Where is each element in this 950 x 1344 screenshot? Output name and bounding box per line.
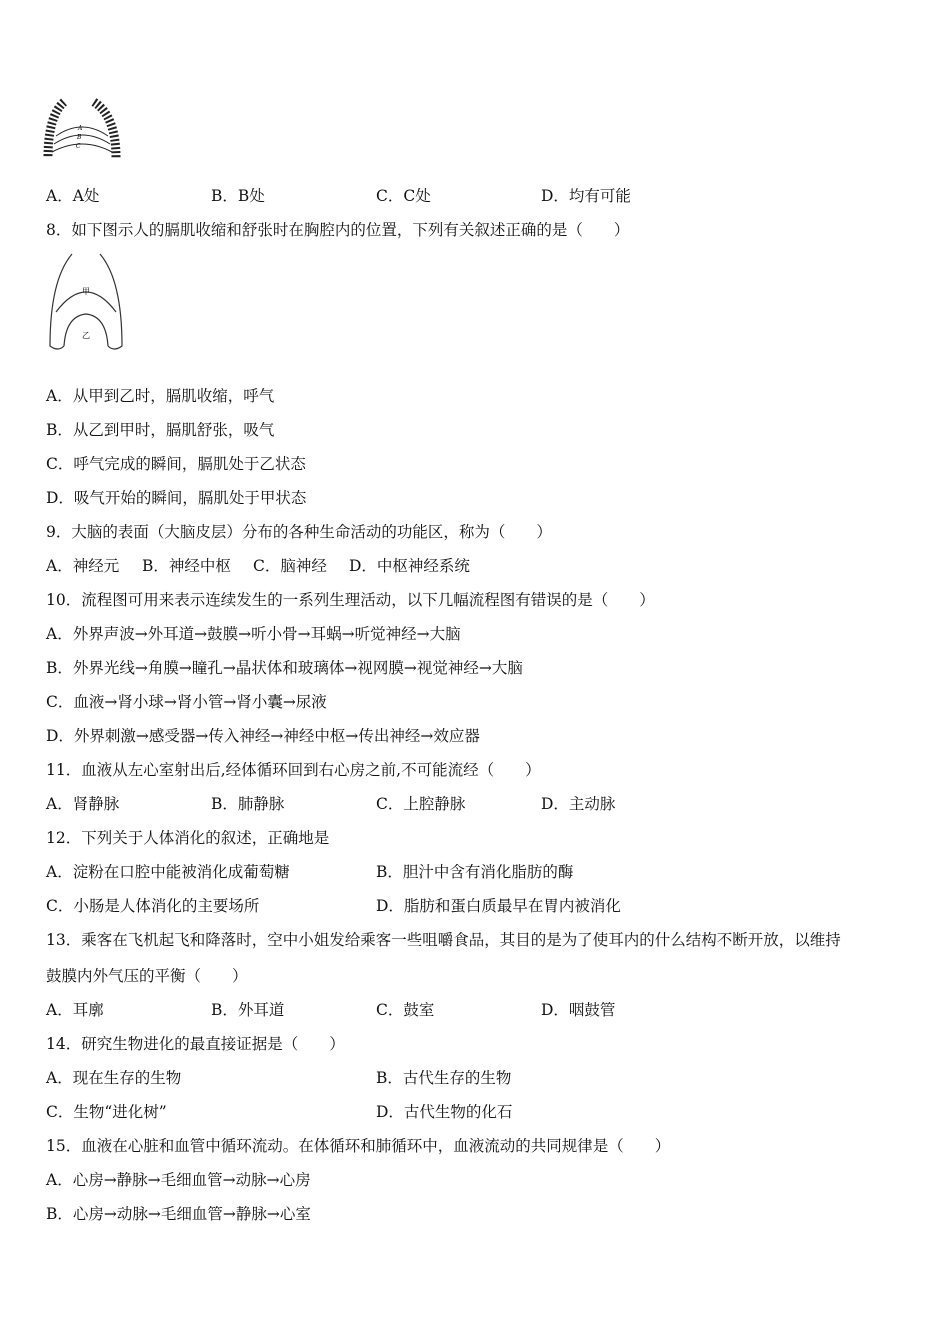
q8-option-a[interactable]: A．从甲到乙时，膈肌收缩，呼气 <box>46 387 275 405</box>
q13-stem-line2: 鼓膜内外气压的平衡（ ） <box>46 967 248 985</box>
q8-option-b[interactable]: B．从乙到甲时，膈肌舒张，吸气 <box>46 421 275 439</box>
q7-option-d[interactable]: D．均有可能 <box>541 187 631 205</box>
q9-option-d[interactable]: D．中枢神经系统 <box>349 557 470 575</box>
label-jia: 甲 <box>82 287 90 296</box>
q7-option-b[interactable]: B．B处 <box>211 187 265 205</box>
q14-stem: 14．研究生物进化的最直接证据是（ ） <box>46 1035 345 1053</box>
q11-option-a[interactable]: A．肾静脉 <box>46 795 120 813</box>
q13-option-d[interactable]: D．咽鼓管 <box>541 1001 616 1019</box>
label-c: C <box>76 143 81 150</box>
q10-option-d[interactable]: D．外界刺激→感受器→传入神经→神经中枢→传出神经→效应器 <box>46 727 480 745</box>
q14-option-d[interactable]: D．古代生物的化石 <box>376 1103 513 1121</box>
q10-stem: 10．流程图可用来表示连续发生的一系列生理活动，以下几幅流程图有错误的是（ ） <box>46 591 655 609</box>
q8-stem: 8．如下图示人的膈肌收缩和舒张时在胸腔内的位置，下列有关叙述正确的是（ ） <box>46 221 630 239</box>
q7-option-a[interactable]: A．A处 <box>46 187 100 205</box>
q15-option-b[interactable]: B．心房→动脉→毛细血管→静脉→心室 <box>46 1205 311 1223</box>
q15-stem: 15．血液在心脏和血管中循环流动。在体循环和肺循环中，血液流动的共同规律是（ ） <box>46 1137 671 1155</box>
q14-option-c[interactable]: C．生物“进化树” <box>46 1103 167 1121</box>
q12-stem: 12．下列关于人体消化的叙述，正确地是 <box>46 829 330 847</box>
q14-option-b[interactable]: B．古代生存的生物 <box>376 1069 512 1087</box>
q7-option-c[interactable]: C．C处 <box>376 187 431 205</box>
q9-option-c[interactable]: C．脑神经 <box>253 557 327 575</box>
diaphragm-diagram <box>44 250 128 356</box>
thorax-diagram <box>42 96 124 164</box>
q13-stem-line1: 13．乘客在飞机起飞和降落时，空中小姐发给乘客一些咀嚼食品，其目的是为了使耳内的什么结构不断开放，以维持 <box>46 931 841 949</box>
q13-option-a[interactable]: A．耳廓 <box>46 1001 104 1019</box>
q9-stem: 9．大脑的表面（大脑皮层）分布的各种生命活动的功能区，称为（ ） <box>46 523 552 541</box>
q11-option-c[interactable]: C．上腔静脉 <box>376 795 466 813</box>
q10-option-b[interactable]: B．外界光线→角膜→瞳孔→晶状体和玻璃体→视网膜→视觉神经→大脑 <box>46 659 523 677</box>
label-yi: 乙 <box>82 331 90 340</box>
q11-option-b[interactable]: B．肺静脉 <box>211 795 285 813</box>
q11-stem: 11．血液从左心室射出后,经体循环回到右心房之前,不可能流经（ ） <box>46 761 541 779</box>
q9-option-b[interactable]: B．神经中枢 <box>142 557 231 575</box>
q8-option-c[interactable]: C．呼气完成的瞬间，膈肌处于乙状态 <box>46 455 306 473</box>
q15-option-a[interactable]: A．心房→静脉→毛细血管→动脉→心房 <box>46 1171 311 1189</box>
label-b: B <box>77 134 82 141</box>
label-a: A <box>78 125 83 132</box>
q13-option-c[interactable]: C．鼓室 <box>376 1001 435 1019</box>
q9-option-a[interactable]: A．神经元 <box>46 557 120 575</box>
q8-option-d[interactable]: D．吸气开始的瞬间，膈肌处于甲状态 <box>46 489 307 507</box>
q10-option-a[interactable]: A．外界声波→外耳道→鼓膜→听小骨→耳蜗→听觉神经→大脑 <box>46 625 461 643</box>
q12-option-b[interactable]: B．胆汁中含有消化脂肪的酶 <box>376 863 574 881</box>
q12-option-c[interactable]: C．小肠是人体消化的主要场所 <box>46 897 260 915</box>
q13-option-b[interactable]: B．外耳道 <box>211 1001 285 1019</box>
q12-option-a[interactable]: A．淀粉在口腔中能被消化成葡萄糖 <box>46 863 290 881</box>
q14-option-a[interactable]: A．现在生存的生物 <box>46 1069 182 1087</box>
q12-option-d[interactable]: D．脂肪和蛋白质最早在胃内被消化 <box>376 897 621 915</box>
q10-option-c[interactable]: C．血液→肾小球→肾小管→肾小囊→尿液 <box>46 693 327 711</box>
q11-option-d[interactable]: D．主动脉 <box>541 795 616 813</box>
